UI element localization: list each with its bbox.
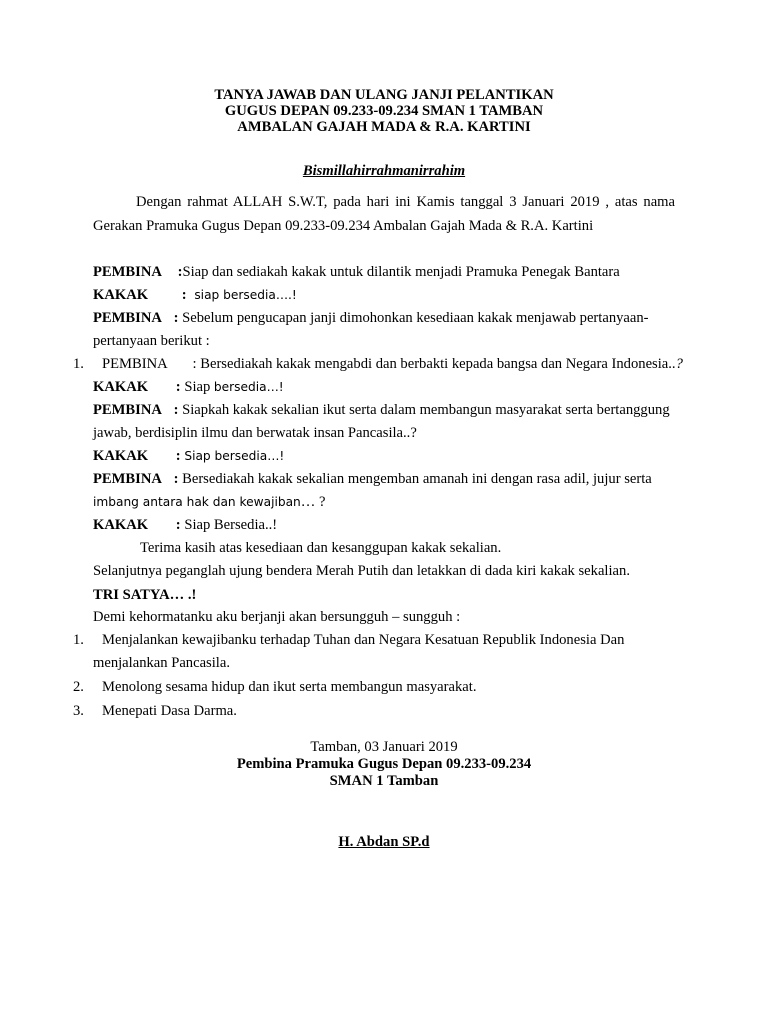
speaker-label: KAKAK — [93, 517, 149, 533]
question-mark: ? — [675, 356, 683, 372]
dialog-pembina-2-cont: pertanyaan berikut : — [93, 333, 210, 349]
dialog-text: Bersediakah kakak sekalian mengemban amanah ini dengan rasa adil, jujur serta — [182, 471, 652, 487]
tri-satya-item-1: Menjalankan kewajibanku terhadap Tuhan dan Negara Kesatuan Republik Indonesia Dan — [102, 632, 625, 648]
title-line-2: GUGUS DEPAN 09.233-09.234 SMAN 1 TAMBAN — [224, 103, 544, 119]
bismillah: Bismillahirrahmanirrahim — [302, 163, 466, 179]
dialog-text: imbang antara hak dan kewajiban — [93, 495, 301, 509]
dialog-pembina-q1 — [102, 356, 683, 373]
place-date: Tamban, 03 Januari 2019 — [310, 739, 458, 755]
speaker-label: PEMBINA — [102, 356, 167, 372]
dialog-kakak-1 — [93, 287, 297, 304]
colon: : — [177, 264, 183, 280]
dialog-kakak-4 — [93, 517, 277, 534]
colon: : — [175, 517, 181, 533]
dialog-pembina-q3 — [93, 471, 652, 488]
signatory-name: H. Abdan SP.d — [338, 834, 430, 850]
dialog-pembina-q3-cont — [93, 494, 326, 511]
document-title — [0, 87, 768, 135]
dialog-text: : Bersediakah kakak mengabdi dan berbakti kepada bangsa dan Negara Indonesia.. — [192, 356, 676, 372]
signature-block — [0, 739, 768, 790]
colon: : — [173, 402, 179, 418]
tri-satya-item-1-cont: menjalankan Pancasila. — [93, 655, 230, 671]
dialog-pembina-2 — [93, 310, 649, 327]
speaker-label: PEMBINA — [93, 471, 162, 487]
dialog-text: Siap dan sediakah kakak untuk dilantik menjadi Pramuka Penegak Bantara — [182, 264, 620, 280]
title-line-1: TANYA JAWAB DAN ULANG JANJI PELANTIKAN — [214, 87, 554, 103]
dialog-text: Siap bersedia…! — [184, 449, 285, 463]
colon: : — [181, 287, 187, 303]
signatory-school: SMAN 1 Tamban — [329, 773, 439, 789]
speaker-label: KAKAK — [93, 379, 149, 395]
speaker-label: PEMBINA — [93, 310, 162, 326]
dialog-text: siap bersedia….! — [194, 288, 297, 302]
dialog-text-end: … ? — [300, 494, 326, 510]
colon: : — [173, 471, 179, 487]
list-number: 3. — [73, 703, 84, 719]
thanks-line: Terima kasih atas kesediaan dan kesanggupan kakak sekalian. — [140, 540, 502, 556]
colon: : — [173, 310, 179, 326]
dialog-text: Siap Bersedia..! — [184, 517, 278, 533]
dialog-text: bersedia…! — [213, 380, 284, 394]
tri-satya-opening: Demi kehormatanku aku berjanji akan bersungguh – sungguh : — [93, 609, 461, 625]
list-number: 1. — [73, 632, 84, 648]
colon: : — [175, 448, 181, 464]
intro-line-1: Dengan rahmat ALLAH S.W.T, pada hari ini Kamis tanggal 3 Januari 2019 , atas nama — [136, 194, 675, 210]
dialog-text: Siapkah kakak sekalian ikut serta dalam membangun masyarakat serta bertanggung — [182, 402, 670, 418]
dialog-text: Sebelum pengucapan janji dimohonkan kesediaan kakak menjawab pertanyaan- — [182, 310, 649, 326]
list-number: 2. — [73, 679, 84, 695]
dialog-kakak-3 — [93, 448, 284, 465]
dialog-text: Siap — [184, 379, 214, 395]
tri-satya-item-3: Menepati Dasa Darma. — [102, 703, 237, 719]
colon: : — [175, 379, 181, 395]
dialog-pembina-q2 — [93, 402, 670, 419]
intro-line-2: Gerakan Pramuka Gugus Depan 09.233-09.234 Ambalan Gajah Mada & R.A. Kartini — [93, 218, 594, 234]
flag-line: Selanjutnya peganglah ujung bendera Merah Putih dan letakkan di dada kiri kakak sekalian. — [93, 563, 630, 579]
title-line-3: AMBALAN GAJAH MADA & R.A. KARTINI — [237, 119, 531, 135]
dialog-pembina-1 — [93, 264, 620, 281]
dialog-kakak-2 — [93, 379, 284, 396]
dialog-pembina-q2-cont: jawab, berdisiplin ilmu dan berwatak insan Pancasila..? — [93, 425, 417, 441]
speaker-label: KAKAK — [93, 448, 149, 464]
speaker-label: PEMBINA — [93, 264, 162, 280]
tri-satya-item-2: Menolong sesama hidup dan ikut serta membangun masyarakat. — [102, 679, 477, 695]
list-number: 1. — [73, 356, 84, 372]
tri-satya-heading: TRI SATYA… .! — [93, 587, 197, 603]
speaker-label: KAKAK — [93, 287, 149, 303]
signatory-role: Pembina Pramuka Gugus Depan 09.233-09.234 — [236, 756, 532, 772]
speaker-label: PEMBINA — [93, 402, 162, 418]
